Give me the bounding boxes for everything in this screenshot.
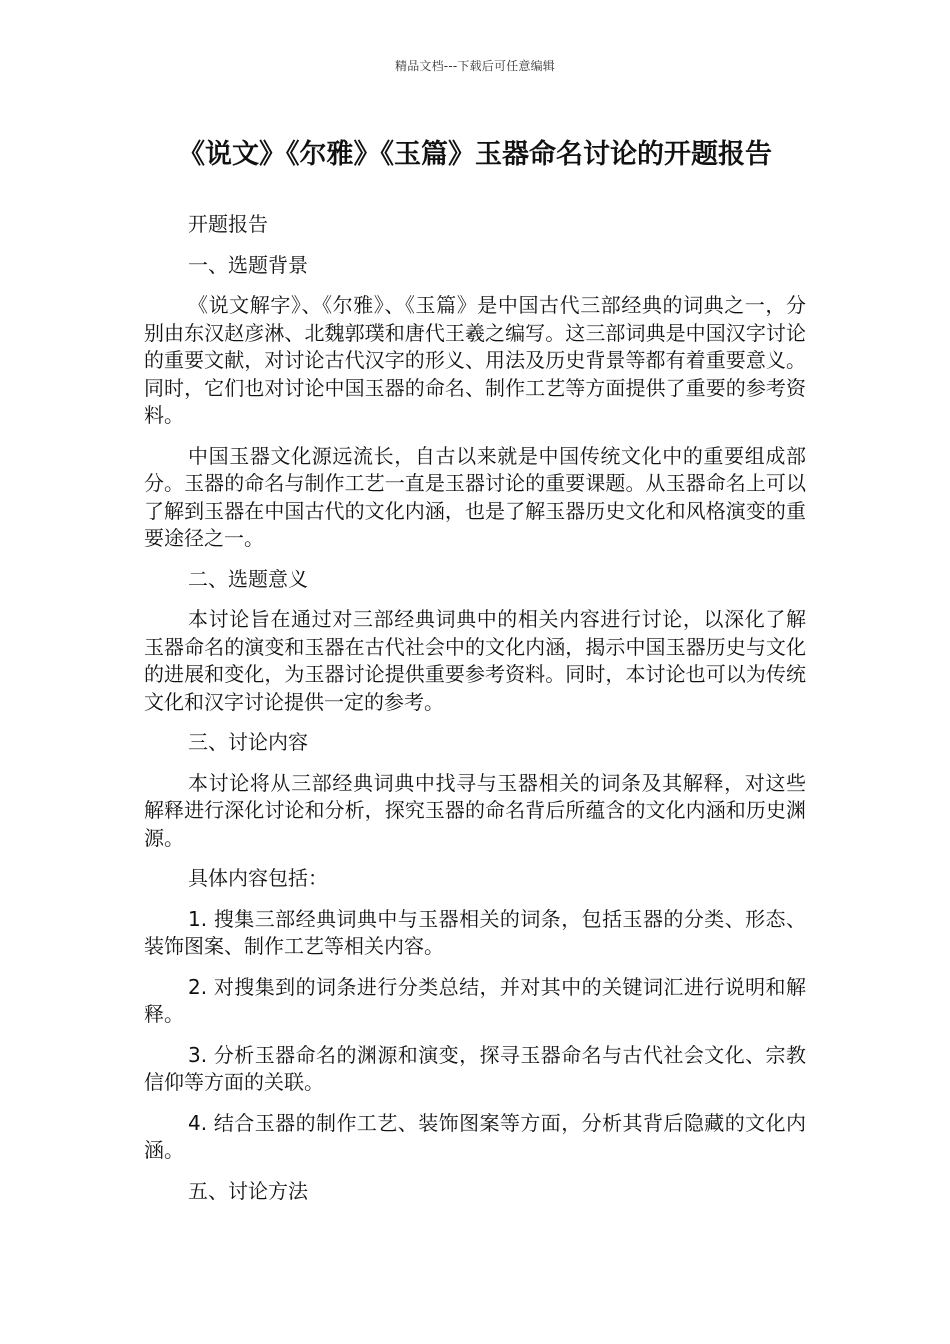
paragraph-background-2: 中国玉器文化源远流长，自古以来就是中国传统文化中的重要组成部分。玉器的命名与制作工艺一直是玉器讨论的重要课题。从玉器命名上可以了解到玉器在中国古代的文化内涵，也是了解玉器历史文化和风格演变的重要途径之一。 [144, 443, 806, 550]
document-body [144, 211, 806, 1218]
section-heading-significance: 二、选题意义 [188, 566, 308, 591]
paragraph-background-1: 《说文解字》、《尔雅》、《玉篇》是中国古代三部经典的词典之一，分别由东汉赵彦淋、北魏郭璞和唐代王羲之编写。这三部词典是中国汉字讨论的重要文献，对讨论古代汉字的形义、用法及历史背景等都有着重要意义。同时，它们也对讨论中国玉器的命名、制作工艺等方面提供了重要的参考资料。 [144, 293, 806, 427]
list-item: 1. 搜集三部经典词典中与玉器相关的词条，包括玉器的分类、形态、装饰图案、制作工艺等相关内容。 [144, 906, 806, 958]
list-item: 4. 结合玉器的制作工艺、装饰图案等方面，分析其背后隐藏的文化内涵。 [144, 1110, 806, 1162]
report-label: 开题报告 [188, 212, 268, 236]
paragraph-content: 本讨论将从三部经典词典中找寻与玉器相关的词条及其解释，对这些解释进行深化讨论和分析，探究玉器的命名背后所蕴含的文化内涵和历史渊源。 [144, 770, 806, 850]
paragraph-significance: 本讨论旨在通过对三部经典词典中的相关内容进行讨论，以深化了解玉器命名的演变和玉器在古代社会中的文化内涵，揭示中国玉器历史与文化的进展和变化，为玉器讨论提供重要参考资料。同时，本讨论也可以为传统文化和汉字讨论提供一定的参考。 [144, 607, 806, 714]
page-header-note: 精品文档---下载后可任意编辑 [395, 59, 555, 73]
section-heading-method: 五、讨论方法 [188, 1178, 308, 1203]
list-item: 2. 对搜集到的词条进行分类总结，并对其中的关键词汇进行说明和解释。 [144, 974, 806, 1026]
content-list-intro: 具体内容包括： [188, 866, 328, 890]
section-heading-background: 一、选题背景 [188, 252, 308, 277]
document-title: 《说文》《尔雅》《玉篇》玉器命名讨论的开题报告 [178, 139, 772, 170]
section-heading-content: 三、讨论内容 [188, 730, 308, 754]
list-item: 3. 分析玉器命名的渊源和演变，探寻玉器命名与古代社会文化、宗教信仰等方面的关联。 [144, 1042, 806, 1094]
